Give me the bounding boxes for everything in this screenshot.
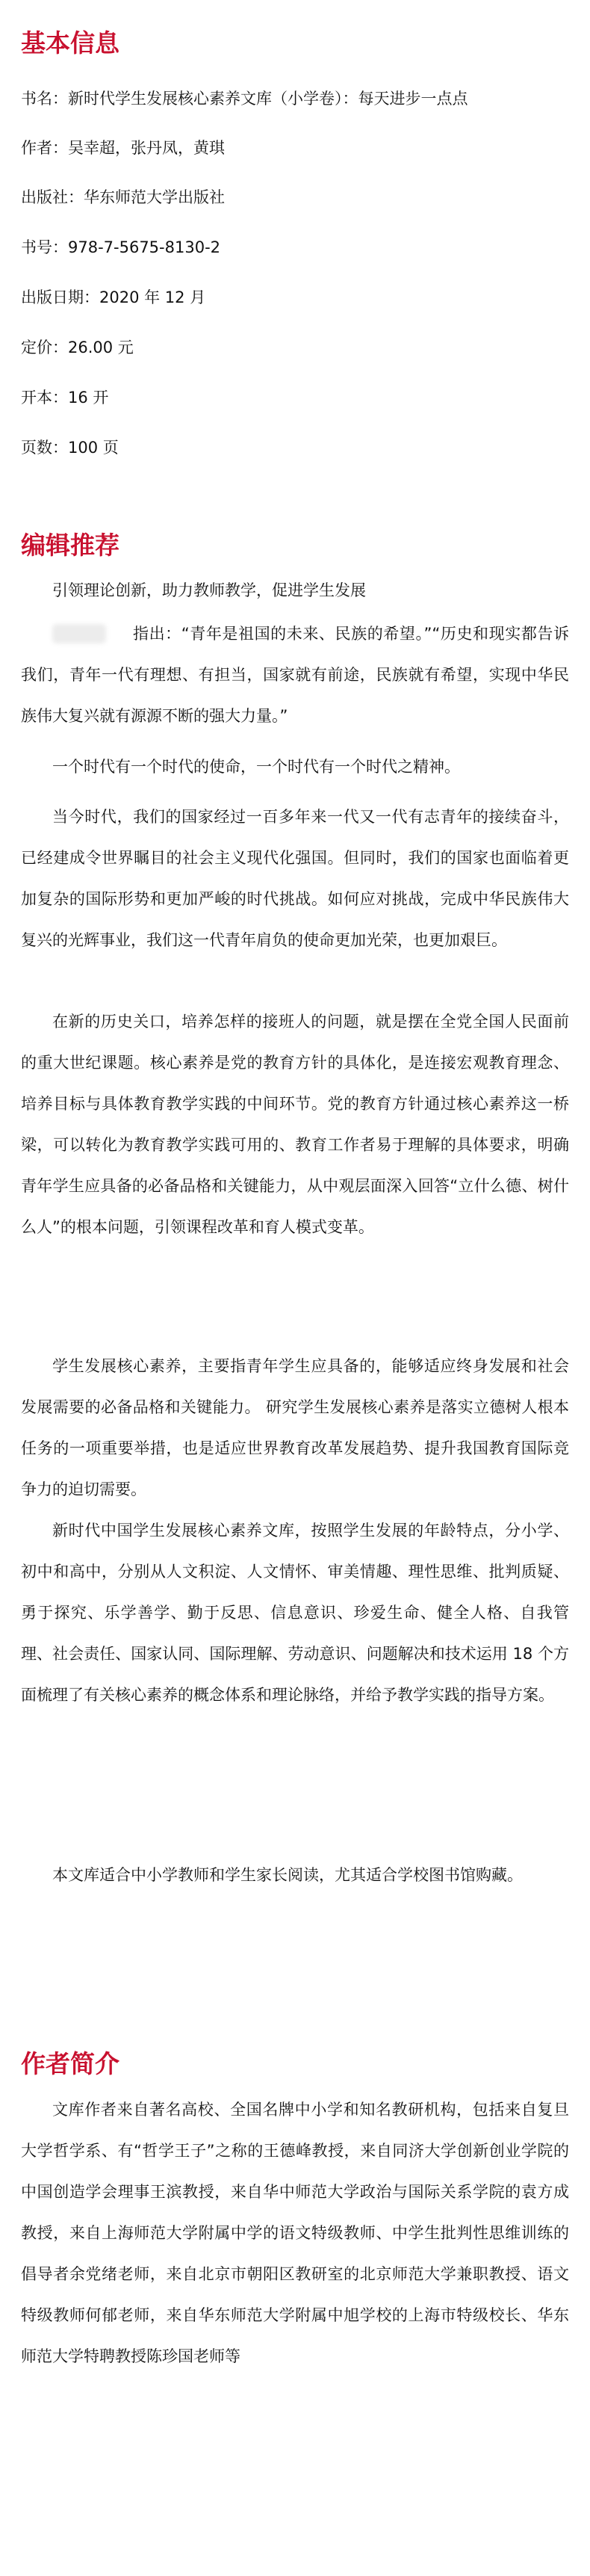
recommendation-paragraph-6: 学生发展核心素养，主要指青年学生应具备的，能够适应终身发展和社会发展需要的必备品格和关键能力。 研究学生发展核心素养是落实立德树人根本任务的一项重要举措，也是适应世界教育改革发展趋势、提升我国教育国际竞争力的迫切需要。 [21,1357,569,1498]
recommendation-paragraph-2: 指出：“青年是祖国的未来、民族的希望。”“历史和现实都告诉我们，青年一代有理想、有担当，国家就有前途，民族就有希望，实现中华民族伟大复兴就有源源不断的强大力量。” [21,625,569,725]
info-row-title: 书名：新时代学生发展核心素养文库（小学卷）：每天进步一点点 [21,90,468,108]
recommendation-paragraph-4: 当今时代，我们的国家经过一百多年来一代又一代有志青年的接续奋斗，已经建成令世界瞩目的社会主义现代化强国。但同时，我们的国家也面临着更加复杂的国际形势和更加严峻的时代挑战。如何应对挑战，完成中华民族伟大复兴的光辉事业，我们这一代青年肩负的使命更加光荣，也更加艰巨。 [21,808,569,949]
recommendation-paragraph-8: 本文库适合中小学教师和学生家长阅读，尤其适合学校图书馆购藏。 [52,1866,523,1884]
recommendation-paragraph-7: 新时代中国学生发展核心素养文库，按照学生发展的年龄特点，分小学、初中和高中，分别从人文积淀、人文情怀、审美情趣、理性思维、批判质疑、勇于探究、乐学善学、勤于反思、信息意识、珍爱生命、健全人格、自我管理、社会责任、国家认同、国际理解、劳动意识、问题解决和技术运用 18 个方面梳理了有关核心素养的概念体系和理论脉络，并给予教学实践的指导方案。 [21,1522,569,1704]
info-row-publisher: 出版社：华东师范大学出版社 [21,188,225,206]
info-row-pubdate: 出版日期：2020 年 12 月 [21,288,206,306]
info-row-price: 定价：26.00 元 [21,339,134,356]
info-row-format: 开本：16 开 [21,389,109,407]
author-intro-paragraph: 文库作者来自著名高校、全国名牌中小学和知名教研机构，包括来自复旦大学哲学系、有“哲学王子”之称的王德峰教授，来自同济大学创新创业学院的中国创造学会理事王滨教授，来自华中师范大学政治与国际关系学院的袁方成教授，来自上海师范大学附属中学的语文特级教师、中学生批判性思维训练的倡导者余党绪老师，来自北京市朝阳区教研室的北京师范大学兼职教授、语文特级教师何郁老师，来自华东师范大学附属中旭学校的上海市特级校长、华东师范大学特聘教授陈珍国老师等 [21,2101,569,2365]
editor-recommendation-title: 编辑推荐 [21,531,119,560]
info-row-pages: 页数：100 页 [21,439,119,457]
recommendation-paragraph-1: 引领理论创新，助力教师教学，促进学生发展 [52,581,366,599]
basic-info-title: 基本信息 [21,28,119,58]
recommendation-paragraph-3: 一个时代有一个时代的使命，一个时代有一个时代之精神。 [52,758,460,776]
info-row-isbn: 书号：978-7-5675-8130-2 [21,238,221,256]
recommendation-paragraph-5: 在新的历史关口，培养怎样的接班人的问题，就是摆在全党全国人民面前的重大世纪课题。核心素养是党的教育方针的具体化，是连接宏观教育理念、培养目标与具体教育教学实践的中间环节。党的教育方针通过核心素养这一桥梁，可以转化为教育教学实践可用的、教育工作者易于理解的具体要求，明确青年学生应具备的必备品格和关键能力，从中观层面深入回答“立什么德、树什么人”的根本问题，引领课程改革和育人模式变革。 [21,1013,569,1236]
info-row-author: 作者：吴幸超，张丹凤，黄琪 [21,139,225,157]
author-intro-title: 作者简介 [21,2049,119,2078]
